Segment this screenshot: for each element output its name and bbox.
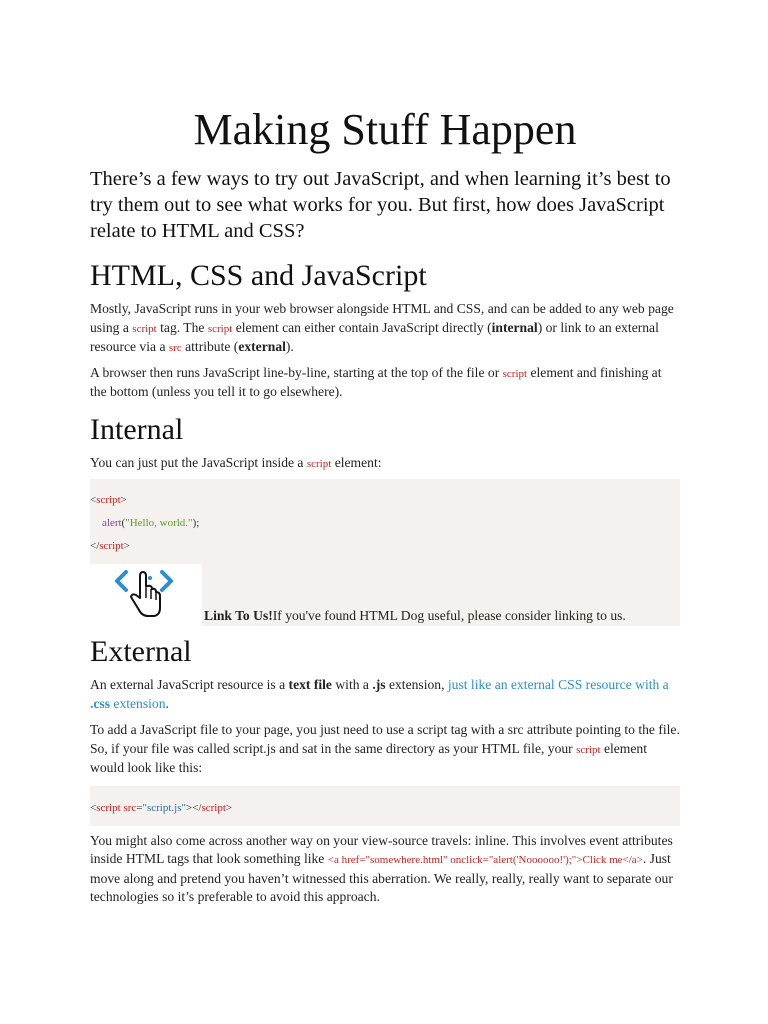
inline-code: script	[207, 322, 233, 335]
code-hand-cursor-icon[interactable]	[90, 564, 202, 626]
code-block-external	[90, 786, 680, 826]
heading-internal: Internal	[90, 412, 184, 446]
article	[90, 0, 680, 907]
html-css-js-paragraph-2: A browser then runs JavaScript line-by-line, starting at the top of the file or script element and finishing at the bottom (unless you tell it to go elsewhere).	[90, 364, 662, 399]
inline-code: script	[502, 367, 528, 380]
link-to-us-text[interactable]: Link To Us!If you've found HTML Dog useful, please consider linking to us.	[204, 608, 626, 623]
code-line: alert("Hello, world.");	[102, 517, 200, 529]
inline-code: script	[576, 743, 601, 756]
external-css-link[interactable]: just like an external CSS resource with a .css extension	[90, 677, 669, 711]
inline-code: script	[132, 322, 157, 335]
external-paragraph-1: An external JavaScript resource is a text file with a .js extension, just like an external CSS resource with a .css extension.	[90, 677, 669, 711]
page-title: Making Stuff Happen	[193, 105, 577, 154]
code-line: </script>	[90, 540, 130, 552]
inline-code: <a href="somewhere.html" onclick="alert('Noooooo!');">Click me</a>	[327, 854, 643, 866]
code-block-internal	[90, 479, 680, 564]
inline-code: src	[168, 342, 182, 354]
link-to-us-banner[interactable]	[90, 564, 680, 626]
html-css-js-paragraph-1: Mostly, JavaScript runs in your web browser alongside HTML and CSS, and can be added to any web page using a script tag. The script element can either contain JavaScript directly (internal) or link to an external resource via a src attribute (external).	[90, 301, 674, 354]
internal-paragraph: You can just put the JavaScript inside a script element:	[90, 454, 382, 470]
intro-paragraph: There’s a few ways to try out JavaScript, and when learning it’s best to try them out to see what works for you. But first, how does JavaScript relate to HTML and CSS?	[90, 168, 671, 242]
heading-external: External	[90, 635, 192, 668]
inline-code: script	[306, 457, 332, 470]
external-paragraph-2: To add a JavaScript file to your page, you just need to use a script tag with a src attribute pointing to the file. So, if your file was called script.js and sat in the same directory as your HTML file, your script element would look like this:	[90, 722, 680, 775]
heading-html-css-js: HTML, CSS and JavaScript	[90, 259, 427, 292]
external-paragraph-3: You might also come across another way on your view-source travels: inline. This involves event attributes inside HTML tags that look something like <a href="somewhere.html" onclick="alert('Noooooo!');">Click me</a>. Just move along and pretend you haven’t witnessed this aberration. We really, really, really want to separate our technologies so it’s preferable to avoid this approach.	[90, 832, 673, 904]
code-line: <script src="script.js"></script>	[90, 801, 233, 814]
code-line: <script>	[90, 494, 127, 506]
